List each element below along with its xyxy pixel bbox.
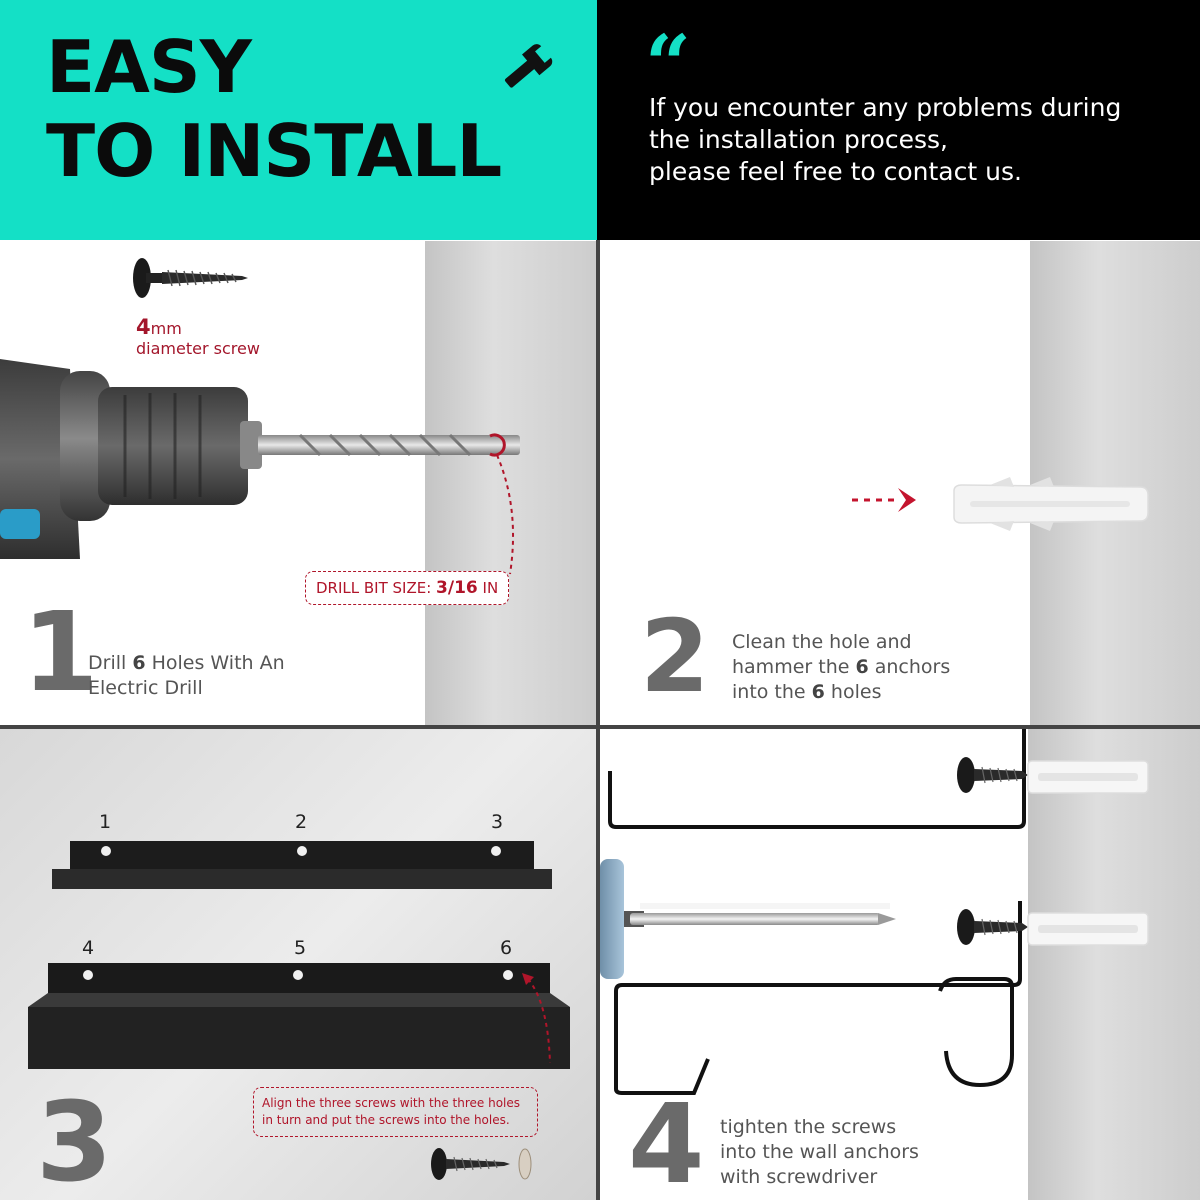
step-1-text-line-1: Drill 6 Holes With An [88, 652, 285, 674]
hole-label-5: 5 [294, 937, 307, 959]
step-4-text-line-1: tighten the screws [720, 1116, 897, 1138]
contact-message-line-3: please feel free to contact us. [649, 157, 1022, 186]
drill-bit-size-text: DRILL BIT SIZE: [316, 579, 437, 597]
screw-size [136, 315, 182, 339]
hole-label-6: 6 [500, 937, 513, 959]
header-title-panel [0, 0, 597, 240]
arrow-right-icon [850, 485, 930, 515]
screwdriver-icon [600, 855, 910, 985]
step-4-text-line-3: with screwdriver [720, 1166, 878, 1188]
anchor-icon [1028, 911, 1152, 947]
step-2-text-line-2: hammer the 6 anchors [732, 656, 951, 678]
step-1-text [88, 651, 285, 701]
anchor-icon [950, 481, 1150, 527]
step-2-panel [600, 241, 1200, 725]
quote-icon: “ [645, 17, 692, 111]
wrench-icon [496, 42, 554, 96]
shelf-bracket-icon [52, 841, 552, 891]
drill-icon [0, 359, 530, 569]
step-2-text-line-1: Clean the hole and [732, 631, 912, 653]
step-1-text-line-2: Electric Drill [88, 677, 203, 699]
screw-icon [132, 255, 252, 301]
step-1-number: 1 [22, 588, 99, 716]
header-message-panel [597, 0, 1200, 240]
alignment-note-line-2: in turn and put the screws into the holes. [262, 1113, 510, 1127]
step-3-panel [0, 729, 596, 1200]
step-4-panel [600, 729, 1200, 1200]
hole-label-1: 1 [99, 811, 112, 833]
shelf-bracket-icon [28, 963, 570, 1071]
screw-label: diameter screw [136, 339, 260, 358]
step-3-number: 3 [36, 1078, 113, 1200]
title-line-2: TO INSTALL [46, 109, 502, 193]
screw-icon [430, 1145, 540, 1183]
screw-size-value: 4 [136, 315, 151, 339]
hole-label-4: 4 [82, 937, 95, 959]
step-4-text [720, 1115, 919, 1190]
step-4-text-line-2: into the wall anchors [720, 1141, 919, 1163]
contact-message-line-1: If you encounter any problems during [649, 93, 1122, 122]
drill-bit-size-unit: IN [477, 579, 499, 597]
anchor-icon [1028, 759, 1152, 795]
hole-label-2: 2 [295, 811, 308, 833]
contact-message-line-2: the installation process, [649, 125, 948, 154]
step-1-panel [0, 241, 596, 725]
step-2-text [732, 630, 950, 705]
screw-size-unit: mm [150, 319, 182, 338]
drill-bit-size-label [305, 571, 509, 605]
step-4-number: 4 [628, 1080, 705, 1200]
drill-bit-size-value: 3/16 [436, 578, 478, 598]
alignment-note [253, 1087, 538, 1137]
step-2-text-line-3: into the 6 holes [732, 681, 882, 703]
title-line-1: EASY [46, 25, 251, 109]
alignment-note-line-1: Align the three screws with the three holes [262, 1096, 521, 1110]
step-2-number: 2 [640, 598, 710, 715]
hole-label-3: 3 [491, 811, 504, 833]
